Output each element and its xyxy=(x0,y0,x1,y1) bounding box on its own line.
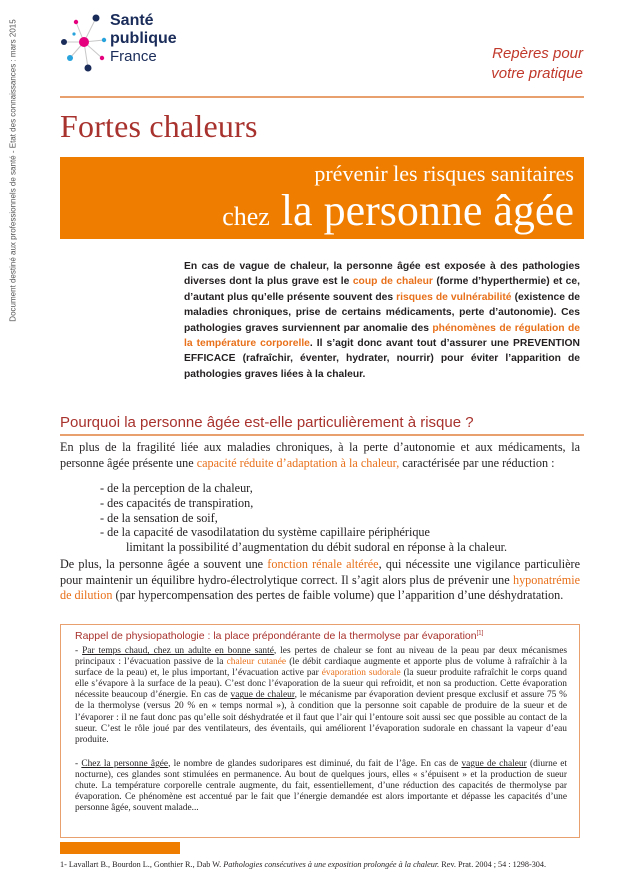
box-title-text: Rappel de physiopathologie : la place prépondérante de la thermolyse par évaporation xyxy=(75,630,477,642)
intro-text: (forme d’hyperthermie) et ce, d’autant plus qu’elle présente souvent des xyxy=(184,276,580,303)
box-highlight: évaporation sudorale xyxy=(321,668,401,679)
logo xyxy=(60,10,200,76)
footnote-text: 1- Lavallart B., Bourdon L., Gonthier R., Dab W. xyxy=(60,860,224,869)
intro-text: (rafraîchir, éventer, hydrater, nourrir) pour éviter l’apparition de pathologies graves liées à la chaleur. xyxy=(184,353,580,380)
banner-prefix: chez xyxy=(222,202,270,231)
box-paragraph-1: - Par temps chaud, chez un adulte en bonne santé, les pertes de chaleur se font au niveau de la peau par deux mécanismes principaux : l’évacuation passive de la chaleur cutanée (le débit cardiaque augmente et apporte plus de volume à rafraîchir à la surface de la peau) et, le plus important, l’évacuation active par évaporation sudorale (la sueur produite rafraîchit le corps quand elle s’évapore à la surface de la peau). C’est donc l’évaporation de la sueur qui refroidit, et non sa production. Cette évaporation nécessite beaucoup d’énergie. En cas de vague de chaleur, le mécanisme par évaporation devient presque exclusif et assure 75 % de la thermolyse (versus 20 % en « temps normal »), à condition que la personne soit capable de produire de la sueur et de l’évaporer : il ne faut donc pas qu’elle soit déshydratée et il faut que l’air qui l’entoure soit aussi sec que possible au contact de la sueur. C’est le rôle joué par des ventilateurs, des éventails, qui améliorent l’évaporation sudorale en chassant la vapeur d’eau produite. xyxy=(75,646,568,745)
box-title xyxy=(75,630,483,642)
box-underline: vague de chaleur xyxy=(230,690,295,701)
box-text: , les pertes de chaleur se font au niveau de la peau par deux mécanismes principaux : l’évacuation passive de la xyxy=(75,646,568,668)
box-underline: Chez la personne âgée xyxy=(81,759,169,769)
box-text: , le nombre de glandes sudoripares est diminué, du fait de l’âge. En cas de xyxy=(168,759,462,769)
list-item: - des capacités de transpiration, xyxy=(100,495,254,510)
title-banner xyxy=(60,157,584,239)
list-item: - de la sensation de soif, xyxy=(100,510,218,525)
body-text: De plus, la personne âgée a souvent une xyxy=(60,557,268,571)
logo-icon xyxy=(60,10,108,76)
paragraph-1 xyxy=(60,440,580,471)
body-text: caractérisée par une réduction : xyxy=(399,455,555,470)
body-highlight: hyponatrémie de dilution xyxy=(60,572,580,602)
intro-paragraph xyxy=(184,259,580,382)
intro-highlight: risques de vulnérabilité xyxy=(396,291,512,303)
body-highlight: fonction rénale altérée xyxy=(267,557,379,571)
box-text: (la sueur produite rafraîchit le corps quand elle s’évapore à la surface de la peau). C’est donc l’évaporation de la sueur qui refroidit, et non sa production. Cette évaporation nécessite beaucoup d’énergie. En cas de xyxy=(75,668,567,701)
section-rule xyxy=(60,434,584,436)
logo-line-2: publique xyxy=(110,30,177,47)
reperes-line-2: votre pratique xyxy=(491,65,583,82)
logo-line-1: Santé xyxy=(110,12,154,29)
reperes-label xyxy=(491,44,583,84)
intro-text: En cas de vague de chaleur, la personne âgée est exposée à des pathologies diverses dont la plus grave est le xyxy=(184,261,580,288)
body-text: (par hypercompensation des pertes de faible volume) que l’apparition d’une déshydratation. xyxy=(112,588,564,602)
intro-text: (existence de maladies chroniques, prise de certains médicaments, perte d’autonomie). Ces pathologies graves surviennent par anomalie des xyxy=(184,291,580,334)
top-rule xyxy=(60,96,584,98)
box-underline: vague de chaleur xyxy=(461,759,527,769)
body-text: En plus de la fragilité liée aux maladies chroniques, à la perte d’autonomie et aux médicaments, la personne âgée présente une xyxy=(60,440,580,470)
intro-highlight: phénomènes de régulation de la température corporelle xyxy=(184,322,580,350)
paragraph-2 xyxy=(60,557,580,604)
intro-highlight: coup de chaleur xyxy=(352,276,433,288)
box-text: (diurne et nocturne), ces glandes sont stimulées en permanence. Au bout de quelques jours, elles « s’épuisent » et la production de sueur chute. La température corporelle centrale augmente, du fait, essentiellement, d’une réduction des capacités de thermolyse par évaporation. Ce phénomène est accentué par le fait que l’énergie demandée est alors importante et dépasse les capacités d’une personne âgée, souvent malade... xyxy=(75,759,568,814)
box-underline: Par temps chaud, chez un adulte en bonne santé xyxy=(82,646,274,656)
box-highlight: chaleur cutanée xyxy=(226,657,287,668)
body-text: , qui nécessite une vigilance particulière pour maintenir un équilibre hydro-électrolytique correct. Il s’agit alors plus de prévenir une xyxy=(60,557,580,587)
list-item: - de la capacité de vasodilatation du système capillaire périphérique xyxy=(100,525,430,540)
body-highlight: capacité réduite d’adaptation à la chaleur, xyxy=(196,455,400,470)
footnote-text: Rev. Prat. 2004 ; 54 : 1298-304. xyxy=(439,860,547,869)
box-text: (le débit cardiaque augmente et apporte plus de volume à rafraîchir à la surface de la peau) et, le plus important, l’évacuation active par xyxy=(75,657,567,679)
banner-line-2 xyxy=(222,187,574,241)
list-item: - de la perception de la chaleur, xyxy=(100,481,253,495)
reduction-list xyxy=(100,481,580,555)
side-note: Document destiné aux professionnels de santé - Etat des connaissances : mars 2015 xyxy=(8,19,18,322)
footer-bar xyxy=(60,842,180,854)
footnote xyxy=(60,860,546,869)
section-heading: Pourquoi la personne âgée est-elle particulièrement à risque ? xyxy=(60,414,474,431)
reperes-line-1: Repères pour xyxy=(492,45,583,62)
logo-line-3: France xyxy=(110,48,157,65)
intro-emphasis: PREVENTION EFFICACE xyxy=(184,338,580,365)
intro-text: . Il s’agit donc avant tout d’assurer une xyxy=(309,338,514,350)
banner-line-1: prévenir les risques sanitaires xyxy=(314,161,574,186)
box-paragraph-2: - Chez la personne âgée, le nombre de glandes sudoripares est diminué, du fait de l’âge. En cas de vague de chaleur (diurne et nocturne), ces glandes sont stimulées en permanence. Au bout de quelques jours, elles « s’épuisent » et la production de sueur chute. La température corporelle centrale augmente, du fait, essentiellement, d’une réduction des capacités de thermolyse par évaporation. Ce phénomène est accentué par le fait que l’énergie demandée est alors importante et dépasse les capacités d’une personne âgée, souvent malade... xyxy=(75,759,568,814)
physiology-box xyxy=(60,624,580,838)
page-title: Fortes chaleurs xyxy=(60,108,258,144)
box-title-ref: [1] xyxy=(476,630,484,637)
box-text: , le mécanisme par évaporation devient presque exclusif et assure 75 % de la thermolyse (versus 20 % en « temps normal »), à condition que la personne soit capable de produire de la sueur et de l’évaporer : il ne faut donc pas qu’elle soit déshydratée et il faut que l’air qui l’entoure soit aussi sec que possible au contact de la sueur. C’est le rôle joué par des ventilateurs, des éventails, qui améliorent l’évaporation sudorale en chassant la vapeur d’eau produite. xyxy=(75,690,567,745)
list-item-continuation: limitant la possibilité d’augmentation du débit sudoral en réponse à la chaleur. xyxy=(126,540,508,555)
banner-main: la personne âgée xyxy=(280,186,574,235)
footnote-title: Pathologies consécutives à une exposition prolongée à la chaleur. xyxy=(223,860,440,869)
